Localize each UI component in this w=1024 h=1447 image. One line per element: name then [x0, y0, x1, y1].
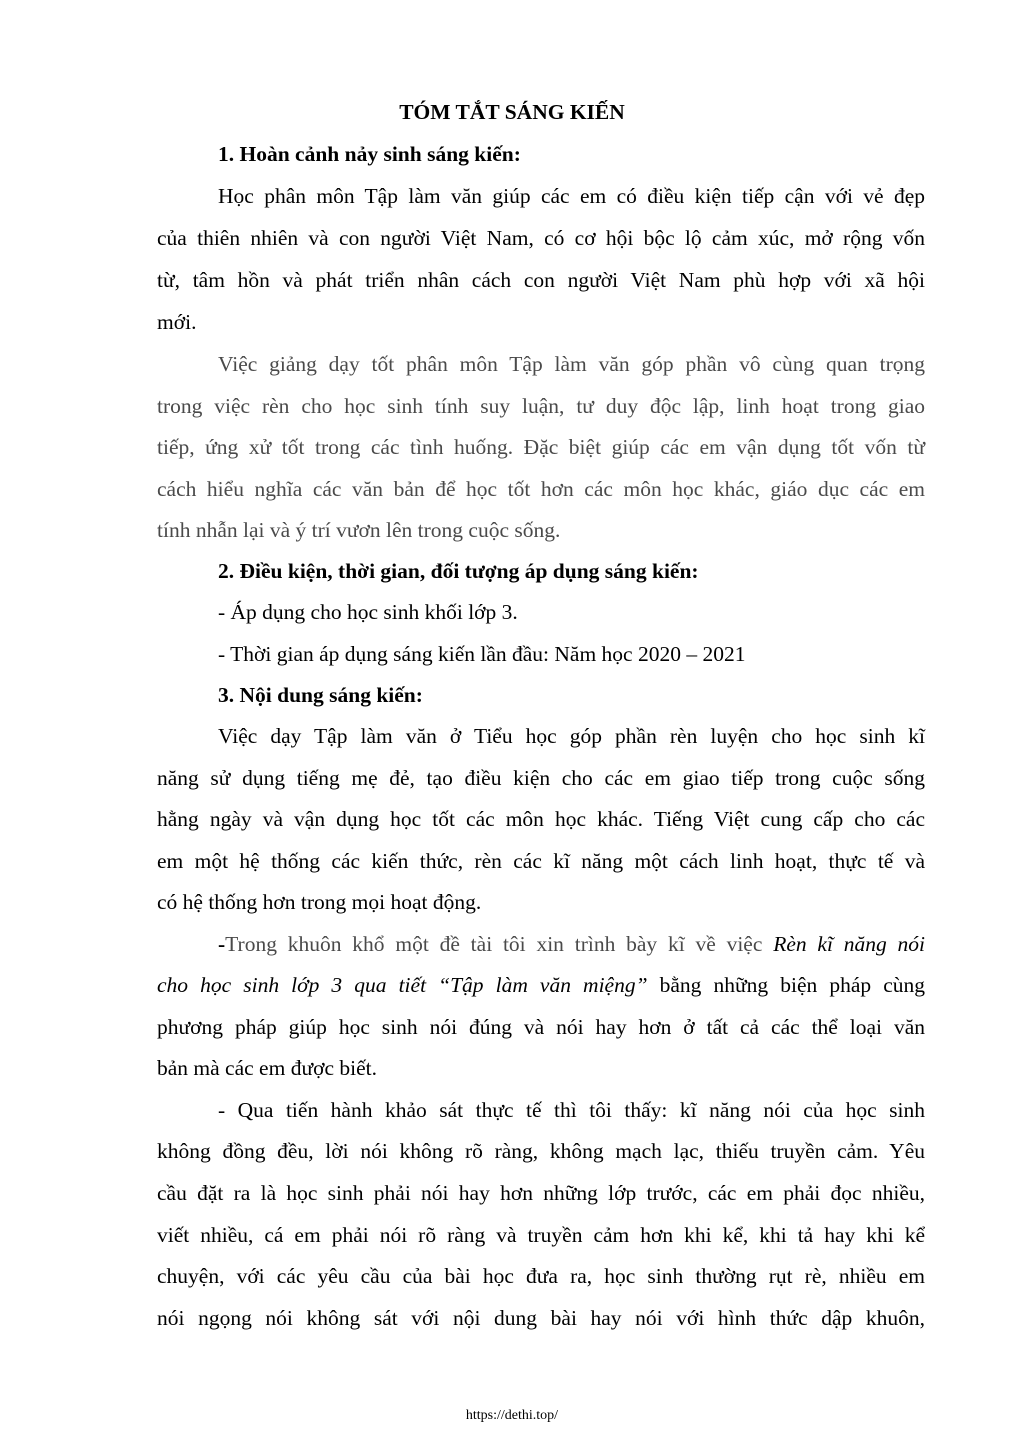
section-3-p3-line-4: viết nhiều, cá em phải nói rõ ràng và truyền cảm hơn khi kể, khi tả hay khi kể — [157, 1223, 925, 1247]
section-1-p2-line-4: cách hiểu nghĩa các văn bản để học tốt hơn các môn học khác, giáo dục các em — [157, 477, 925, 501]
document-title: TÓM TẮT SÁNG KIẾN — [399, 100, 625, 124]
section-3-p1-line-1: Việc dạy Tập làm văn ở Tiểu học góp phần rèn luyện cho học sinh kĩ — [218, 724, 925, 748]
section-3-p2-dash: - — [218, 932, 226, 956]
section-1-p2-line-5: tính nhẫn lại và ý trí vươn lên trong cuộc sống. — [157, 518, 561, 542]
section-3-p3-line-5: chuyện, với các yêu cầu của bài học đưa ra, học sinh thường rụt rè, nhiều em — [157, 1264, 925, 1288]
section-1-p1-line-4: mới. — [157, 310, 197, 334]
section-1-heading: 1. Hoàn cảnh nảy sinh sáng kiến: — [218, 142, 521, 166]
section-3-p2-line-1-text: Trong khuôn khổ một đề tài tôi xin trình bày kĩ về việc — [225, 932, 774, 956]
section-3-p2-line-2-text: bằng những biện pháp cùng — [647, 973, 925, 997]
section-2-heading: 2. Điều kiện, thời gian, đối tượng áp dụng sáng kiến: — [218, 559, 699, 583]
section-3-p3-line-3: cầu đặt ra là học sinh phải nói hay hơn những lớp trước, các em phải đọc nhiều, — [157, 1181, 925, 1205]
section-2-item-1: - Áp dụng cho học sinh khối lớp 3. — [218, 600, 518, 624]
section-3-p2-line-2-italic: cho học sinh lớp 3 qua tiết “Tập làm văn miệng” — [157, 973, 648, 997]
section-3-p2-line-1-italic: Rèn kĩ năng nói — [773, 932, 925, 956]
section-3-p1-line-5: có hệ thống hơn trong mọi hoạt động. — [157, 890, 482, 914]
section-3-p2-line-2 — [157, 970, 925, 1000]
section-3-p3-line-1: - Qua tiến hành khảo sát thực tế thì tôi thấy: kĩ năng nói của học sinh — [218, 1098, 925, 1122]
section-3-p3-line-2: không đồng đều, lời nói không rõ ràng, không mạch lạc, thiếu truyền cảm. Yêu — [157, 1139, 925, 1163]
section-1-p2-line-1: Việc giảng dạy tốt phân môn Tập làm văn góp phần vô cùng quan trọng — [218, 352, 925, 376]
section-3-heading: 3. Nội dung sáng kiến: — [218, 683, 423, 707]
section-3-p2-line-1 — [218, 929, 925, 959]
section-3-p2-line-4: bản mà các em được biết. — [157, 1056, 378, 1080]
section-1-p2-line-2: trong việc rèn cho học sinh tính suy luận, tư duy độc lập, linh hoạt trong giao — [157, 394, 925, 418]
section-1-p1-line-1: Học phân môn Tập làm văn giúp các em có điều kiện tiếp cận với vẻ đẹp — [218, 184, 925, 208]
section-3-p1-line-4: em một hệ thống các kiến thức, rèn các kĩ năng một cách linh hoạt, thực tế và — [157, 849, 925, 873]
footer-url: https://dethi.top/ — [465, 1408, 559, 1423]
section-1-p2-line-3: tiếp, ứng xử tốt trong các tình huống. Đặc biệt giúp các em vận dụng tốt vốn từ — [157, 435, 925, 459]
section-1-p1-line-2: của thiên nhiên và con người Việt Nam, có cơ hội bộc lộ cảm xúc, mở rộng vốn — [157, 226, 925, 250]
section-3-p2-line-3: phương pháp giúp học sinh nói đúng và nói hay hơn ở tất cả các thể loại văn — [157, 1015, 925, 1039]
section-3-p1-line-3: hằng ngày và vận dụng học tốt các môn học khác. Tiếng Việt cung cấp cho các — [157, 807, 925, 831]
section-3-p3-line-6: nói ngọng nói không sát với nội dung bài hay nói với hình thức dập khuôn, — [157, 1306, 925, 1330]
section-2-item-2: - Thời gian áp dụng sáng kiến lần đầu: Năm học 2020 – 2021 — [218, 642, 746, 666]
section-3-p1-line-2: năng sử dụng tiếng mẹ đẻ, tạo điều kiện cho các em giao tiếp trong cuộc sống — [157, 766, 925, 790]
section-1-p1-line-3: từ, tâm hồn và phát triển nhân cách con người Việt Nam phù hợp với xã hội — [157, 268, 925, 292]
